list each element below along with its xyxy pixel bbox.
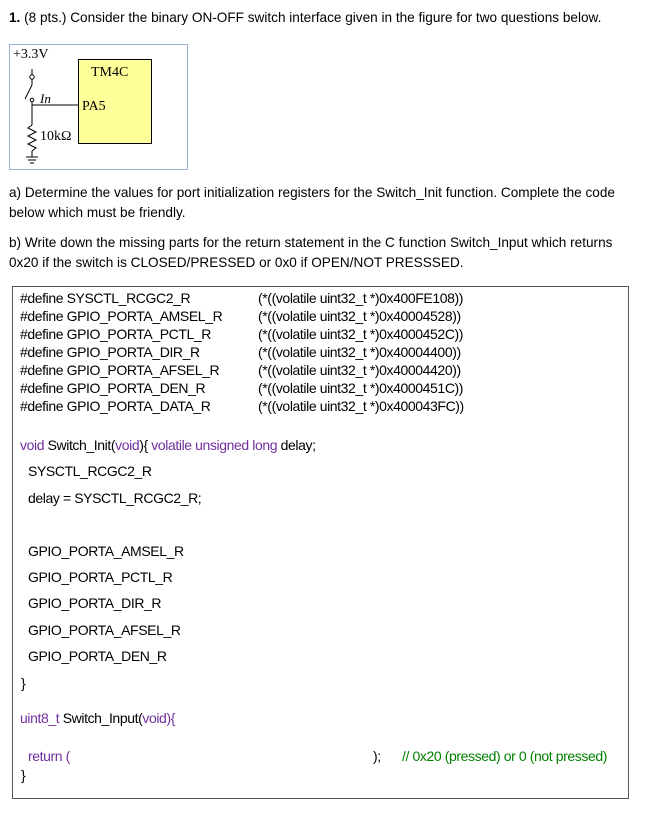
define-name: #define GPIO_PORTA_AFSEL_R xyxy=(20,362,220,378)
circuit-figure xyxy=(9,44,188,170)
dir-line: GPIO_PORTA_DIR_R xyxy=(28,595,162,611)
input-close-brace: } xyxy=(21,767,26,783)
return-type: uint8_t xyxy=(20,710,60,726)
amsel-line: GPIO_PORTA_AMSEL_R xyxy=(28,543,184,559)
switch-input-signature xyxy=(20,710,175,726)
resistor-symbol xyxy=(28,125,36,151)
question-stem: Consider the binary ON-OFF switch interface given in the figure for two questions below. xyxy=(70,10,602,25)
afsel-line: GPIO_PORTA_AFSEL_R xyxy=(28,622,181,638)
open-brace: ){ xyxy=(139,437,148,453)
function-name: Switch_Input( xyxy=(59,710,143,726)
return-close: ); xyxy=(373,748,381,764)
define-name: #define GPIO_PORTA_AMSEL_R xyxy=(20,308,223,324)
pctl-line: GPIO_PORTA_PCTL_R xyxy=(28,569,173,585)
define-name: #define GPIO_PORTA_DEN_R xyxy=(20,380,206,396)
init-close-brace: } xyxy=(21,675,26,691)
decl-type: volatile unsigned long xyxy=(147,437,278,453)
chip-label: TM4C xyxy=(91,65,129,80)
decl-var: delay; xyxy=(277,437,316,453)
tm4c-chip xyxy=(78,59,152,144)
open-brace: ){ xyxy=(166,710,175,726)
define-name: #define GPIO_PORTA_DIR_R xyxy=(20,344,200,360)
return-keyword: return ( xyxy=(28,748,70,764)
define-value: (*((volatile uint32_t *)0x40004420)) xyxy=(258,362,461,378)
switch-init-signature xyxy=(20,437,316,453)
switch-node xyxy=(30,98,34,102)
define-value: (*((volatile uint32_t *)0x400043FC)) xyxy=(258,398,464,414)
part-b-line-2: 0x20 if the switch is CLOSED/PRESSED or 0x0 if OPEN/NOT PRESSSED. xyxy=(9,255,464,270)
den-line: GPIO_PORTA_DEN_R xyxy=(28,648,167,664)
param-void: void xyxy=(115,437,140,453)
function-name: Switch_Init( xyxy=(44,437,116,453)
supply-terminal xyxy=(30,75,34,79)
input-label: In xyxy=(40,91,51,106)
return-comment: // 0x20 (pressed) or 0 (not pressed) xyxy=(402,748,608,764)
define-name: #define SYSCTL_RCGC2_R xyxy=(20,290,191,306)
question-number: 1. xyxy=(9,10,21,25)
question-points: (8 pts.) xyxy=(24,10,67,25)
define-value: (*((volatile uint32_t *)0x400FE108)) xyxy=(258,290,464,306)
rcgc2-line: SYSCTL_RCGC2_R xyxy=(28,463,152,479)
delay-line: delay = SYSCTL_RCGC2_R; xyxy=(28,490,202,506)
define-value: (*((volatile uint32_t *)0x4000452C)) xyxy=(258,326,464,342)
part-a-line-1: a) Determine the values for port initialization registers for the Switch_Init function. Complete the code xyxy=(9,185,615,200)
part-b-line-1: b) Write down the missing parts for the return statement in the C function Switch_Input which returns xyxy=(9,235,613,250)
define-value: (*((volatile uint32_t *)0x40004528)) xyxy=(258,308,461,324)
part-a-line-2: below which must be friendly. xyxy=(9,205,186,220)
define-value: (*((volatile uint32_t *)0x4000451C)) xyxy=(258,380,464,396)
pin-label: PA5 xyxy=(82,99,106,114)
code-box xyxy=(12,286,629,799)
define-name: #define GPIO_PORTA_DATA_R xyxy=(20,398,211,414)
resistor-label: 10kΩ xyxy=(40,129,72,144)
keyword-void: void xyxy=(20,437,45,453)
question-header xyxy=(9,10,601,25)
define-value: (*((volatile uint32_t *)0x40004400)) xyxy=(258,344,461,360)
switch-contact xyxy=(25,85,32,99)
param-void: void xyxy=(142,710,167,726)
define-name: #define GPIO_PORTA_PCTL_R xyxy=(20,326,212,342)
supply-voltage-label: +3.3V xyxy=(13,47,49,62)
